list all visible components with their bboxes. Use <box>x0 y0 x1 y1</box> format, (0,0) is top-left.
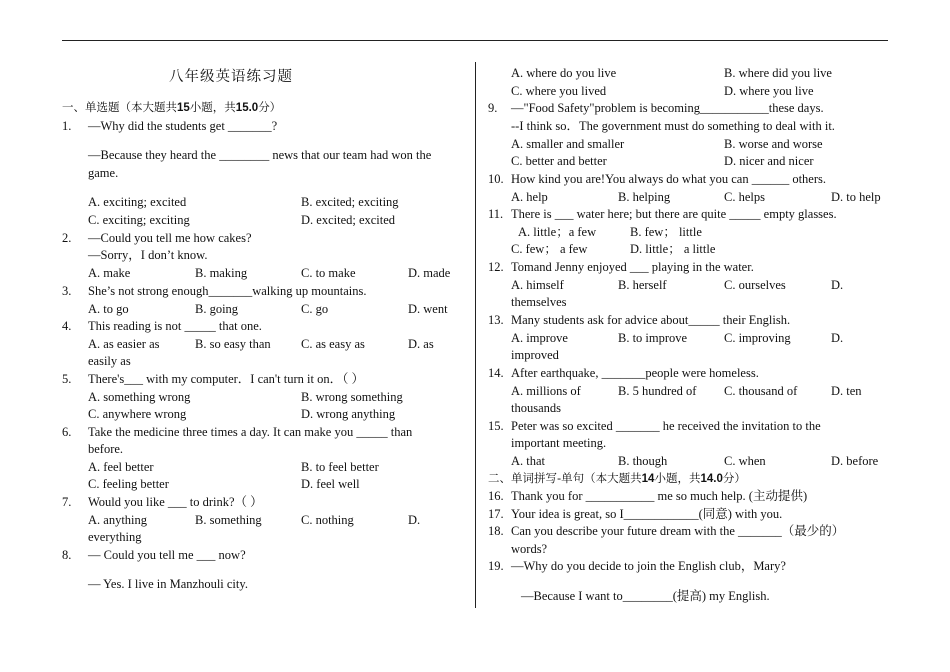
question-8-line: — Yes. I live in Manzhouli city. <box>88 577 248 591</box>
question-number: 19. <box>488 559 504 573</box>
question-number: 3. <box>62 284 72 298</box>
question-9-stem: —"Food Safety"problem is becoming___________these days. <box>511 101 824 115</box>
question-number: 14. <box>488 366 504 380</box>
option-b[interactable]: B. 5 hundred of <box>618 384 697 398</box>
question-number: 7. <box>62 495 72 509</box>
question-6-line: before. <box>88 442 124 456</box>
question-3-stem: She’s not strong enough_______walking up mountains. <box>88 284 367 298</box>
question-number: 12. <box>488 260 504 274</box>
question-number: 10. <box>488 172 504 186</box>
option-b[interactable]: B. helping <box>618 190 671 204</box>
option-d[interactable]: D. feel well <box>301 477 360 491</box>
question-16-stem: Thank you for ___________ me so much help. (主动提供) <box>511 489 808 503</box>
section-1-header: 一、单选题（本大题共15小题，共15.0分） <box>62 100 282 114</box>
question-14-stem: After earthquake, _______people were homeless. <box>511 366 759 380</box>
option-c[interactable]: C. ourselves <box>724 278 786 292</box>
option-c[interactable]: C. better and better <box>511 154 607 168</box>
question-8-stem: — Could you tell me ___ now? <box>88 548 246 562</box>
option-c[interactable]: C. go <box>301 302 329 316</box>
page-title: 八年级英语练习题 <box>169 69 293 85</box>
question-10-stem: How kind you are!You always do what you can ______ others. <box>511 172 827 186</box>
option-d-wrap: themselves <box>511 295 567 309</box>
option-d[interactable]: D. made <box>408 266 451 280</box>
option-d[interactable]: D. as <box>408 337 434 351</box>
option-a[interactable]: A. anything <box>88 513 148 527</box>
question-number: 16. <box>488 489 504 503</box>
question-11-stem: There is ___ water here; but there are quite _____ empty glasses. <box>511 207 837 221</box>
option-d[interactable]: D. little； a little <box>630 242 716 256</box>
option-c[interactable]: C. few； a few <box>511 242 588 256</box>
question-number: 17. <box>488 507 504 521</box>
question-number: 13. <box>488 313 504 327</box>
question-18-line: words? <box>511 542 548 556</box>
question-1-line: game. <box>88 166 119 180</box>
option-b[interactable]: B. so easy than <box>195 337 271 351</box>
question-number: 5. <box>62 372 72 386</box>
option-b[interactable]: B. though <box>618 454 668 468</box>
option-a[interactable]: A. to go <box>88 302 129 316</box>
option-c[interactable]: C. anywhere wrong <box>88 407 187 421</box>
question-number: 15. <box>488 419 504 433</box>
option-d[interactable]: D. excited; excited <box>301 213 396 227</box>
option-c[interactable]: C. where you lived <box>511 84 607 98</box>
question-number: 4. <box>62 319 72 333</box>
option-d[interactable]: D. <box>831 278 844 292</box>
option-a[interactable]: A. feel better <box>88 460 154 474</box>
option-a[interactable]: A. little；a few <box>518 225 597 239</box>
option-d-wrap: easily as <box>88 354 131 368</box>
question-number: 6. <box>62 425 72 439</box>
question-12-stem: Tomand Jenny enjoyed ___ playing in the water. <box>511 260 754 274</box>
option-b[interactable]: B. to improve <box>618 331 688 345</box>
option-d[interactable]: D. went <box>408 302 448 316</box>
option-c[interactable]: C. as easy as <box>301 337 365 351</box>
option-a[interactable]: A. exciting; excited <box>88 195 187 209</box>
option-a[interactable]: A. improve <box>511 331 568 345</box>
option-d[interactable]: D. where you live <box>724 84 814 98</box>
question-6-stem: Take the medicine three times a day. It can make you _____ than <box>88 425 413 439</box>
option-c[interactable]: C. when <box>724 454 766 468</box>
question-number: 8. <box>62 548 72 562</box>
option-c[interactable]: C. nothing <box>301 513 354 527</box>
question-number: 11. <box>488 207 504 221</box>
option-b[interactable]: B. to feel better <box>301 460 379 474</box>
question-15-stem: Peter was so excited _______ he received the invitation to the <box>511 419 821 433</box>
question-19-stem: —Why do you decide to join the English club，Mary? <box>511 559 786 573</box>
option-c[interactable]: C. improving <box>724 331 791 345</box>
option-d[interactable]: D. to help <box>831 190 881 204</box>
question-1-stem: —Why did the students get _______? <box>88 119 278 133</box>
option-d-wrap: improved <box>511 348 559 362</box>
option-a[interactable]: A. as easier as <box>88 337 160 351</box>
option-c[interactable]: C. exciting; exciting <box>88 213 190 227</box>
option-d[interactable]: D. <box>408 513 421 527</box>
question-13-stem: Many students ask for advice about_____ their English. <box>511 313 791 327</box>
question-2-stem: —Could you tell me how cakes? <box>88 231 252 245</box>
question-17-stem: Your idea is great, so I____________(同意) with you. <box>511 507 783 521</box>
question-19-line: —Because I want to________(提高) my English. <box>521 589 770 603</box>
question-number: 2. <box>62 231 72 245</box>
section-2-header: 二、单词拼写-单句（本大题共14小题，共14.0分） <box>488 471 746 485</box>
top-rule <box>62 40 888 41</box>
option-d[interactable]: D. wrong anything <box>301 407 396 421</box>
column-divider <box>475 62 476 608</box>
option-c[interactable]: C. feeling better <box>88 477 169 491</box>
option-d-wrap: thousands <box>511 401 561 415</box>
option-b[interactable]: B. making <box>195 266 248 280</box>
question-number: 9. <box>488 101 498 115</box>
question-4-stem: This reading is not _____ that one. <box>88 319 262 333</box>
question-5-stem: There's___ with my computer．I can't turn it on．（ ） <box>88 372 364 386</box>
option-c[interactable]: C. to make <box>301 266 356 280</box>
option-b[interactable]: B. few； little <box>630 225 702 239</box>
option-d[interactable]: D. nicer and nicer <box>724 154 814 168</box>
question-15-line: important meeting. <box>511 436 607 450</box>
question-number: 1. <box>62 119 72 133</box>
option-a[interactable]: A. that <box>511 454 546 468</box>
option-a[interactable]: A. millions of <box>511 384 581 398</box>
option-b[interactable]: B. something <box>195 513 262 527</box>
option-c[interactable]: C. helps <box>724 190 765 204</box>
option-a[interactable]: A. something wrong <box>88 390 191 404</box>
option-b[interactable]: B. wrong something <box>301 390 403 404</box>
option-a[interactable]: A. where do you live <box>511 66 617 80</box>
option-b[interactable]: B. herself <box>618 278 667 292</box>
option-b[interactable]: B. excited; exciting <box>301 195 399 209</box>
option-b[interactable]: B. going <box>195 302 239 316</box>
option-c[interactable]: C. thousand of <box>724 384 798 398</box>
question-9-line: --I think so．The government must do something to deal with it. <box>511 119 835 133</box>
question-7-stem: Would you like ___ to drink?（ ） <box>88 495 263 509</box>
option-d[interactable]: D. before <box>831 454 879 468</box>
option-a[interactable]: A. make <box>88 266 131 280</box>
question-2-line: —Sorry，I don’t know. <box>88 248 208 262</box>
option-d[interactable]: D. ten <box>831 384 862 398</box>
option-b[interactable]: B. where did you live <box>724 66 832 80</box>
option-a[interactable]: A. help <box>511 190 548 204</box>
option-a[interactable]: A. smaller and smaller <box>511 137 625 151</box>
question-1-line: —Because they heard the ________ news that our team had won the <box>88 148 432 162</box>
question-18-stem: Can you describe your future dream with the _______（最少的） <box>511 524 845 538</box>
option-d-wrap: everything <box>88 530 142 544</box>
option-b[interactable]: B. worse and worse <box>724 137 823 151</box>
option-d[interactable]: D. <box>831 331 844 345</box>
question-number: 18. <box>488 524 504 538</box>
option-a[interactable]: A. himself <box>511 278 564 292</box>
